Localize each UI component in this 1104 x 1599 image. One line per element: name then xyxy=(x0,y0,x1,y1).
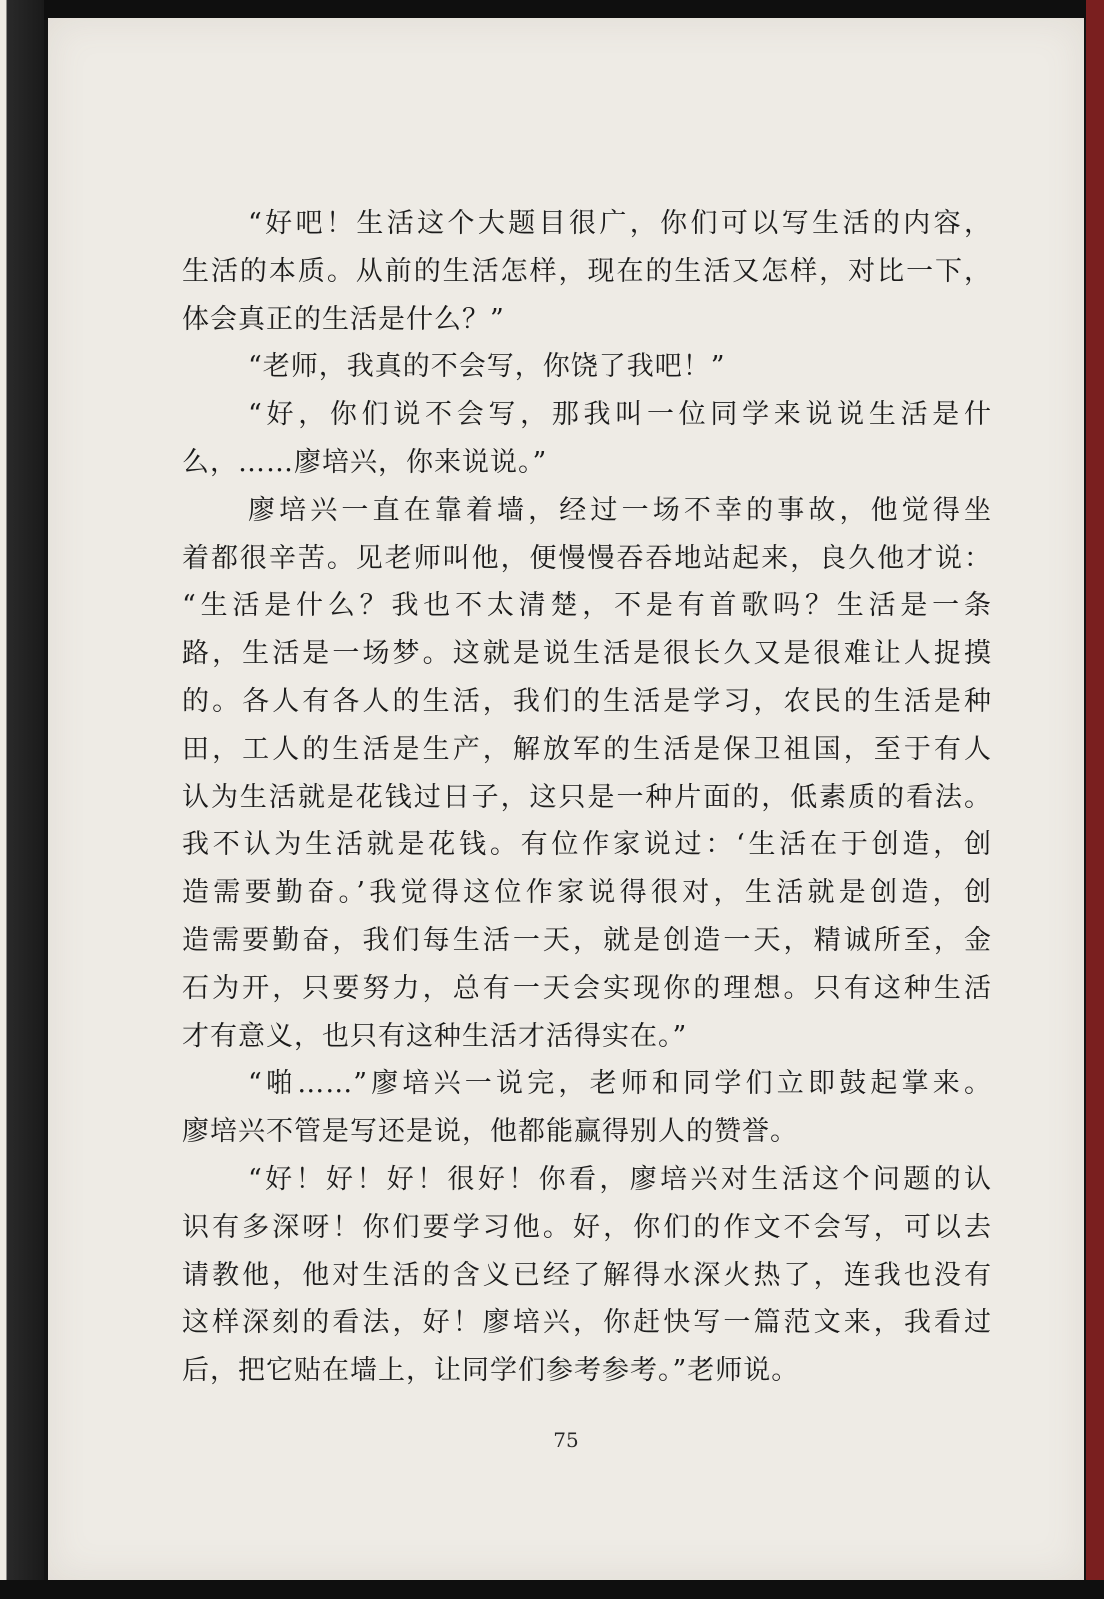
text-line: 石为开，只要努力，总有一天会实现你的理想。只有这种生活 xyxy=(182,972,992,1004)
scan-bottom-border xyxy=(0,1580,1104,1599)
text-line: 我不认为生活就是花钱。有位作家说过：‘生活在于创造，创 xyxy=(182,829,992,861)
text-line: 这样深刻的看法，好！廖培兴，你赶快写一篇范文来，我看过 xyxy=(182,1307,992,1339)
text-line: “好！好！好！很好！你看，廖培兴对生活这个问题的认 xyxy=(248,1163,992,1195)
scan-left-border xyxy=(0,0,44,1599)
scan-top-border xyxy=(0,0,1104,20)
text-line: 的。各人有各人的生活，我们的生活是学习，农民的生活是种 xyxy=(182,685,992,717)
text-line: 么，……廖培兴，你来说说。” xyxy=(182,446,548,478)
text-line: 识有多深呀！你们要学习他。好，你们的作文不会写，可以去 xyxy=(182,1211,992,1243)
text-line: 廖培兴不管是写还是说，他都能赢得别人的赞誉。 xyxy=(182,1116,798,1148)
text-line: 请教他，他对生活的含义已经了解得水深火热了，连我也没有 xyxy=(182,1259,992,1291)
text-line: “啪……”廖培兴一说完，老师和同学们立即鼓起掌来。 xyxy=(248,1068,992,1100)
paragraph xyxy=(182,487,992,1061)
paragraph xyxy=(182,200,992,343)
text-line: 造需要勤奋，我们每生活一天，就是创造一天，精诚所至，金 xyxy=(182,924,992,956)
text-line: 路，生活是一场梦。这就是说生活是很长久又是很难让人捉摸 xyxy=(182,638,992,670)
text-line: 体会真正的生活是什么？” xyxy=(182,303,505,335)
text-line: 田，工人的生活是生产，解放军的生活是保卫祖国，至于有人 xyxy=(182,733,992,765)
paragraph xyxy=(182,1060,992,1156)
text-line: 后，把它贴在墙上，让同学们参考参考。”老师说。 xyxy=(182,1355,800,1387)
text-line: 着都很辛苦。见老师叫他，便慢慢吞吞地站起来，良久他才说： xyxy=(182,542,992,574)
text-line: “老师，我真的不会写，你饶了我吧！” xyxy=(248,351,726,383)
paragraph xyxy=(182,1156,992,1395)
text-line: 廖培兴一直在靠着墙，经过一场不幸的事故，他觉得坐 xyxy=(248,494,992,526)
text-line: “好吧！生活这个大题目很广，你们可以写生活的内容， xyxy=(248,208,992,239)
page-number: 75 xyxy=(553,1428,579,1452)
scan-right-border xyxy=(1086,0,1104,1599)
text-line: “生活是什么？我也不太清楚，不是有首歌吗？生活是一条 xyxy=(182,590,992,622)
paragraph xyxy=(182,391,992,487)
text-line: 才有意义，也只有这种生活才活得实在。” xyxy=(182,1020,688,1052)
paragraph xyxy=(182,343,992,391)
text-line: 造需要勤奋。’我觉得这位作家说得很对，生活就是创造，创 xyxy=(182,877,992,909)
body-text xyxy=(182,200,992,1395)
text-line: 认为生活就是花钱过日子，这只是一种片面的，低素质的看法。 xyxy=(182,781,992,813)
book-page xyxy=(48,18,1084,1580)
text-line: 生活的本质。从前的生活怎样，现在的生活又怎样，对比一下， xyxy=(182,255,992,287)
text-line: “好，你们说不会写，那我叫一位同学来说说生活是什 xyxy=(248,399,992,431)
